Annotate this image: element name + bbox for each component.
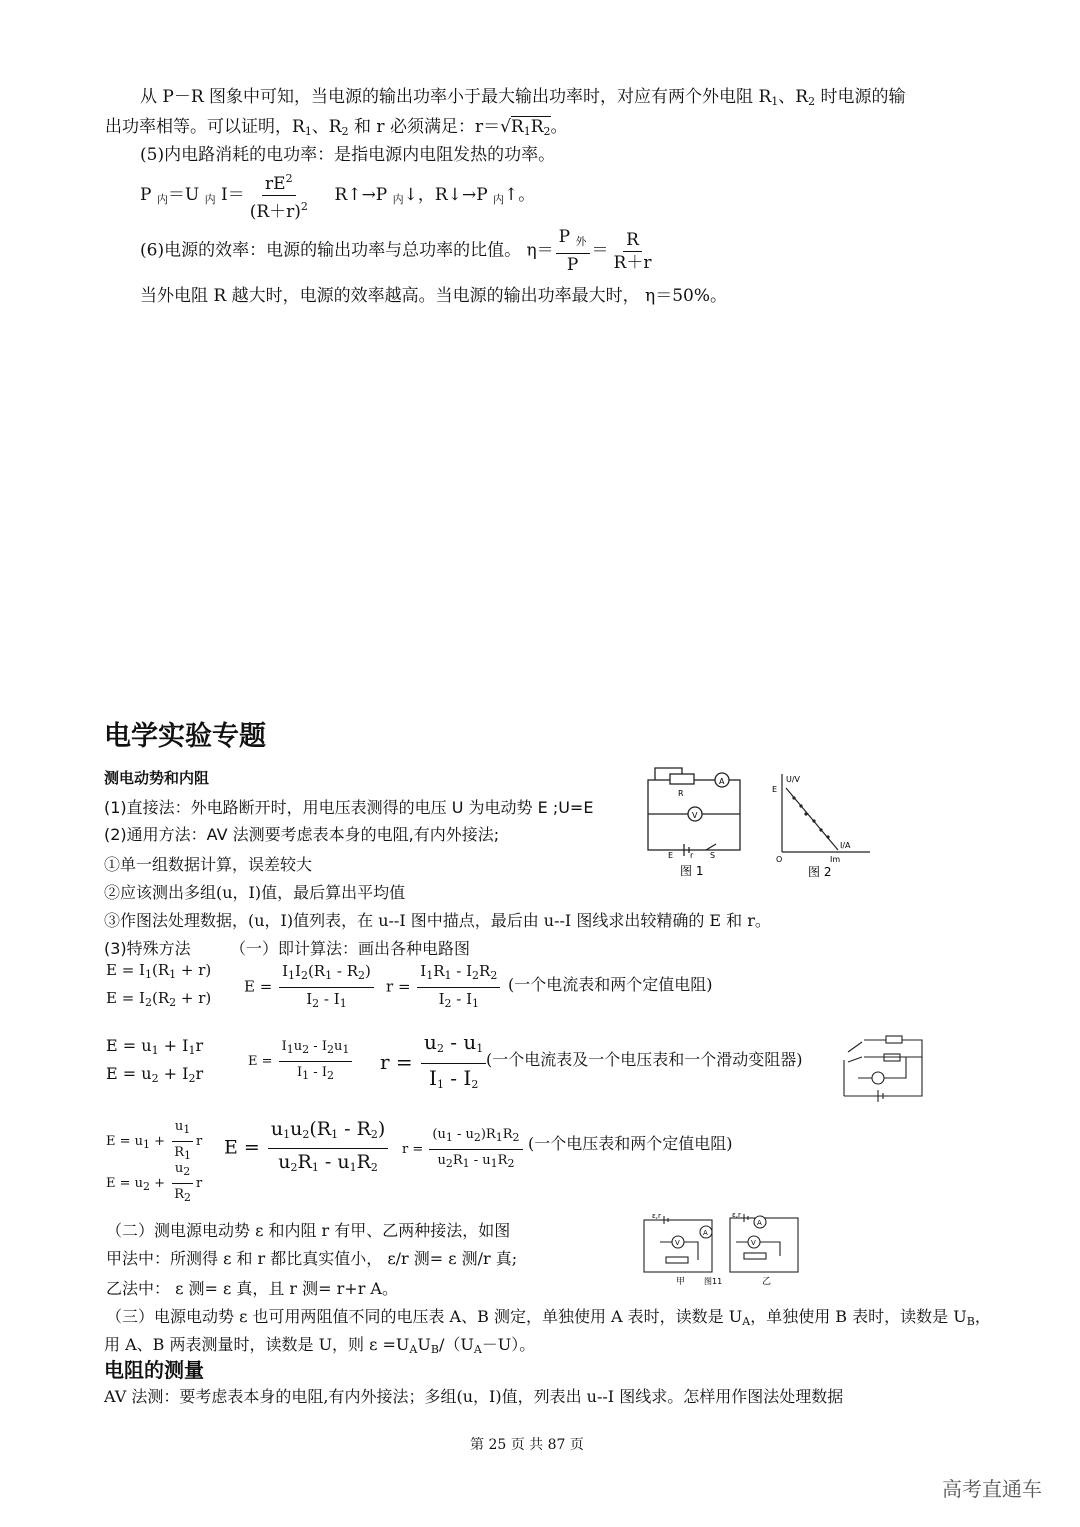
method-3: (3)特殊方法 — [104, 939, 191, 958]
eq3-r: r = $\frac{(u_1 - u_2)R_1R_2}{u_2R_1 - u_1R_2}$ — [402, 1124, 525, 1175]
svg-text:V: V — [692, 811, 698, 820]
axis-u-label: U/V — [786, 775, 801, 784]
note-2: (一个电流表及一个电压表和一个滑动变阻器) — [486, 1050, 803, 1069]
eq2-e: E = $\frac{I_1u_2 - I_2u_1}{I_1 - I_2}$ — [248, 1036, 354, 1087]
eq2-b: $E = u_2 + I_2r$ — [106, 1064, 204, 1085]
case-1: ①单一组数据计算，误差较大 — [104, 855, 313, 874]
svg-text:A: A — [719, 777, 725, 786]
eq3-b: $E = u_2$ + $\frac{u_2}{R_2}$ r — [106, 1158, 202, 1209]
subtitle-emf: 测电动势和内阻 — [104, 769, 210, 787]
method-1: (1)直接法：外电路断开时，用电压表测得的电压 U 为电动势 E ;U=E — [104, 798, 594, 817]
part-3-line2: 用 A、B 两表测量时，读数是 U，则 $\varepsilon =U_AU_B/(U_A-U)$。 — [104, 1335, 536, 1356]
axis-e-label: E — [772, 785, 778, 794]
eq3-a: $E = u_1$ + $\frac{u_1}{R_1}$ r — [106, 1116, 202, 1167]
intro-line1: 从 P－R 图象中可知，当电源的输出功率小于最大输出功率时，对应有两个外电阻 $R_1$、$R_2$ 时电源的输 — [140, 87, 906, 108]
case-2: ②应该测出多组(u，I)值，最后算出平均值 — [104, 883, 406, 902]
eq3-e: E = $\frac{u_1u_2(R_1 - R_2)}{u_2R_1 - u_1R_2}$ — [224, 1116, 390, 1181]
fig11-label: 图11 — [704, 1277, 723, 1286]
item-5: (5)内电路消耗的电功率：是指电源内电阻发热的功率。 — [140, 145, 556, 165]
eq1-e: E = $\frac{I_1I_2(R_1 - R_2)}{I_2 - I_1}$ — [244, 960, 376, 1015]
svg-text:V: V — [751, 1239, 756, 1247]
jia-method: 甲法中：所测得 ε 和 r 都比真实值小， ε/r 测= ε 测/r 真; — [106, 1249, 518, 1268]
fig2-label: 图 2 — [808, 865, 832, 879]
case-3: ③作图法处理数据，(u，I)值列表，在 u--I 图中描点，最后由 u--I 图线求出较精确的 E 和 r。 — [104, 911, 771, 930]
svg-text:ε,r: ε,r — [652, 1212, 661, 1220]
section-title: 电学实验专题 — [104, 721, 266, 752]
yi-label: 乙 — [762, 1277, 772, 1287]
eq1-r: r = $\frac{I_1R_1 - I_2R_2}{I_2 - I_1}$ — [386, 960, 502, 1015]
jia-label: 甲 — [676, 1277, 686, 1287]
circuit-figure-1 — [640, 760, 750, 880]
eq1-b: $E = I_2(R_2 + r)$ — [106, 989, 212, 1009]
svg-text:R: R — [678, 789, 684, 798]
intro-line2: 出功率相等。可以证明，$R_1$、$R_2$ 和 r 必须满足：$r=√R_1R_2$。 — [105, 117, 568, 138]
formula-5: P $_内$＝U $_内$ I＝ $\frac{rE^2}{(R+r)^2}$ R↑→P $_内$↓，R↓→P $_内$↑。 — [140, 168, 535, 223]
circuit-slide-rheostat — [838, 1032, 928, 1102]
eq2-r: r = $\frac{u_2 - u_1}{I_1 - I_2}$ — [380, 1028, 488, 1099]
im-label: Im — [830, 855, 841, 864]
part-2: （二）测电源电动势 ε 和内阻 r 有甲、乙两种接法，如图 — [106, 1221, 511, 1240]
axis-i-label: I/A — [840, 841, 851, 850]
subtitle-resistance: 电阻的测量 — [104, 1358, 204, 1382]
svg-text:S: S — [710, 851, 716, 860]
part-3-line1: （三）电源电动势 ε 也可用两阻值不同的电压表 A、B 测定，单独使用 A 表时，读数是 $U_A$，单独使用 B 表时，读数是 $U_B$， — [106, 1307, 991, 1328]
item-6: (6)电源的效率：电源的输出功率与总功率的比值。 η＝ $\frac{P _外}{P}$ ＝ $\frac{R}{R+r}$ — [140, 227, 652, 275]
eq1-a: $E = I_1(R_1 + r)$ — [106, 961, 212, 981]
page-number: 第 25 页 共 87 页 — [470, 1437, 584, 1453]
svg-text:A: A — [757, 1219, 762, 1227]
fig1-label: 图 1 — [680, 864, 704, 878]
origin-label: O — [776, 855, 783, 864]
svg-text:E: E — [668, 851, 674, 860]
method-2: (2)通用方法：AV 法测要考虑表本身的电阻,有内外接法; — [104, 825, 500, 844]
conclusion: 当外电阻 R 越大时，电源的效率越高。当电源的输出功率最大时， η＝50%。 — [140, 286, 727, 306]
watermark: 高考直通车 — [942, 1477, 1042, 1501]
note-3: (一个电压表和两个定值电阻) — [528, 1134, 733, 1153]
yi-method: 乙法中： ε 测= ε 真，且 r 测= r+r A。 — [106, 1279, 398, 1298]
circuit-figure-11 — [640, 1212, 800, 1290]
method-3-calc: （一）即计算法：画出各种电路图 — [230, 939, 471, 958]
note-1: (一个电流表和两个定值电阻) — [508, 975, 713, 994]
svg-text:A: A — [703, 1229, 708, 1237]
ui-graph-figure-2 — [768, 770, 878, 880]
eq2-a: $E = u_1 + I_1r$ — [106, 1036, 204, 1057]
svg-text:r: r — [690, 851, 694, 860]
av-method: AV 法测：要考虑表本身的电阻,有内外接法；多组(u，I)值，列表出 u--I 图线求。怎样用作图法处理数据 — [104, 1387, 844, 1406]
svg-text:ε,r: ε,r — [732, 1212, 741, 1219]
svg-text:V: V — [675, 1239, 680, 1247]
